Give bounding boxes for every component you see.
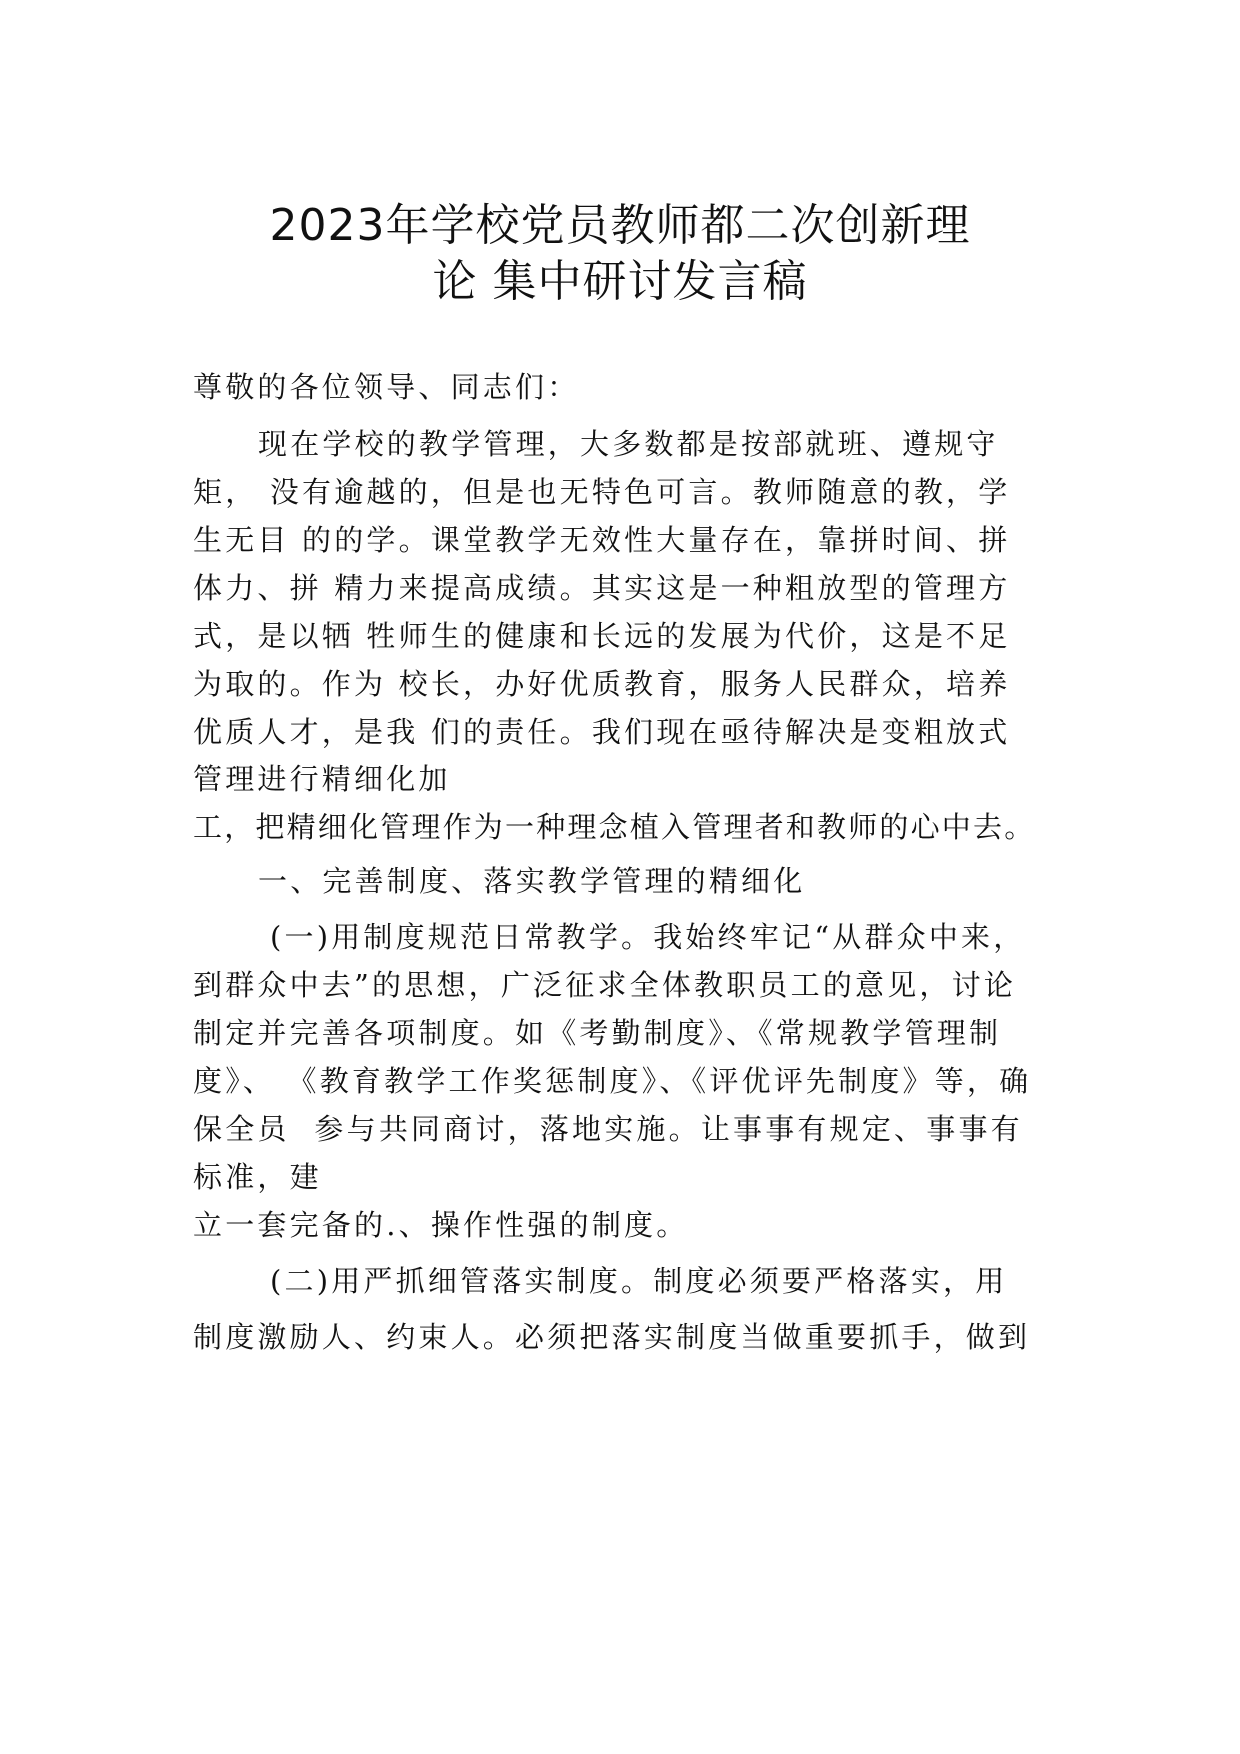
paragraph-line: 现在学校的教学管理，大多数都是按部就班、遵规守 [258,427,999,461]
paragraph-line: 标准，建 [193,1160,322,1194]
subsection-line: (一)用制度规范日常教学。我始终牢记“从群众中来， [270,920,1026,954]
paragraph-line: 工，把精细化管理作为一种理念植入管理者和教师的心中去。 [193,810,1036,844]
paragraph-line: 式，是以牺 牲师生的健康和长远的发展为代价，这是不足 [193,619,1011,653]
paragraph-line: 制定并完善各项制度。如《考勤制度》、《常规教学管理制 [193,1016,1002,1050]
paragraph-line: 制度激励人、约束人。必须把落实制度当做重要抓手，做到 [193,1320,1031,1354]
paragraph-line: 度》、 《教育教学工作奖惩制度》、《评优评先制度》等，确 [193,1064,1032,1098]
paragraph-line: 体力、拼 精力来提高成绩。其实这是一种粗放型的管理方 [193,571,1011,605]
paragraph-line: 到群众中去”的思想，广泛征求全体教职员工的意见，讨论 [193,968,1017,1002]
salutation: 尊敬的各位领导、同志们： [193,370,580,404]
section-heading: 一、完善制度、落实教学管理的精细化 [258,864,806,898]
paragraph-line: 保全员 参与共同商讨，落地实施。让事事有规定、事事有 [193,1112,1023,1146]
paragraph-line: 为取的。作为 校长，办好优质教育，服务人民群众，培养 [193,667,1011,701]
paragraph-line: 管理进行精细化加 [193,762,451,796]
paragraph-line: 立一套完备的.、操作性强的制度。 [193,1208,689,1242]
document-title-line-1: 2023年学校党员教师都二次创新理 [269,200,971,251]
paragraph-line: 生无目 的的学。课堂教学无效性大量存在，靠拼时间、拼 [193,523,1011,557]
subsection-line: (二)用严抓细管落实制度。制度必须要严格落实，用 [270,1264,1008,1298]
paragraph-line: 优质人才，是我 们的责任。我们现在亟待解决是变粗放式 [193,715,1011,749]
paragraph-line: 矩， 没有逾越的，但是也无特色可言。教师随意的教，学 [193,475,1011,509]
document-title-line-2: 论 集中研讨发言稿 [432,256,808,307]
